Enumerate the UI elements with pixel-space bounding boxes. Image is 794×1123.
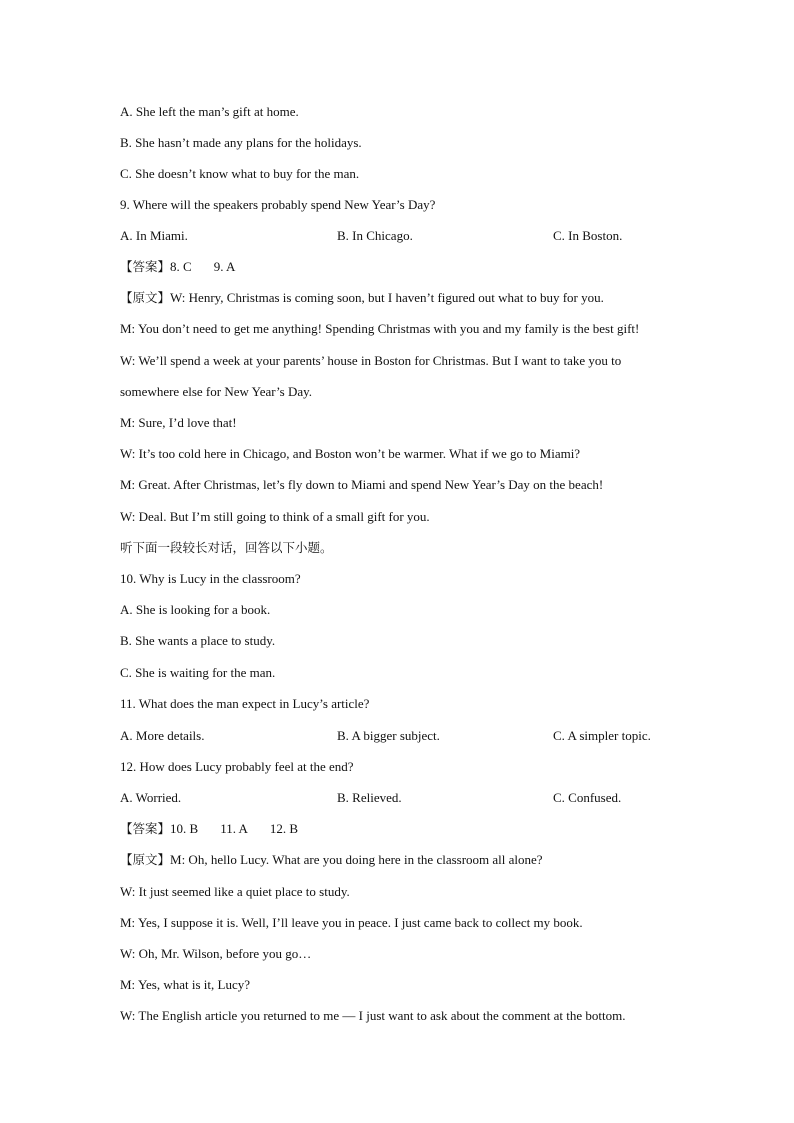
transcript-1-line-0 (120, 290, 604, 306)
q12-option-c: C. Confused. (553, 790, 622, 805)
transcript-tag: 【原文】 (120, 290, 171, 305)
transcript-2-line-5: W: The English article you returned to me — I just want to ask about the comment at the bottom. (120, 1008, 626, 1023)
transcript-2-line-2: M: Yes, I suppose it is. Well, I’ll leave you in peace. I just came back to collect my book. (120, 915, 583, 930)
q10-option-c: C. She is waiting for the man. (120, 665, 276, 680)
transcript-2-line-1: W: It just seemed like a quiet place to study. (120, 884, 350, 899)
q10-option-b: B. She wants a place to study. (120, 633, 276, 648)
q11-option-c: C. A simpler topic. (553, 728, 651, 743)
q11-question: 11. What does the man expect in Lucy’s article? (120, 696, 370, 711)
transcript-1-line-4: M: Sure, I’d love that! (120, 415, 237, 430)
q8-option-b: B. She hasn’t made any plans for the holidays. (120, 135, 362, 150)
transcript-1-line-1: M: You don’t need to get me anything! Spending Christmas with you and my family is the best gift! (120, 321, 640, 336)
q9-option-c: C. In Boston. (553, 228, 623, 243)
transcript-tag: 【原文】 (120, 852, 171, 867)
q9-option-b: B. In Chicago. (337, 228, 413, 243)
q8-option-c: C. She doesn’t know what to buy for the man. (120, 166, 360, 181)
transcript-1-line-5: W: It’s too cold here in Chicago, and Boston won’t be warmer. What if we go to Miami? (120, 446, 581, 461)
transcript-2-line-0 (120, 852, 543, 868)
q9-question: 9. Where will the speakers probably spend New Year’s Day? (120, 197, 436, 212)
q12-option-b: B. Relieved. (337, 790, 402, 805)
transcript-text: W: Henry, Christmas is coming soon, but I haven’t figured out what to buy for you. (170, 290, 604, 305)
answer-block-2 (120, 821, 298, 837)
answer-block-1 (120, 259, 235, 275)
transcript-2-line-3: W: Oh, Mr. Wilson, before you go… (120, 946, 312, 961)
transcript-1-line-3: somewhere else for New Year’s Day. (120, 384, 313, 399)
q12-question: 12. How does Lucy probably feel at the end? (120, 759, 354, 774)
q10-option-a: A. She is looking for a book. (120, 602, 271, 617)
answer-12: 12. B (269, 821, 299, 836)
transcript-1-line-2: W: We’ll spend a week at your parents’ house in Boston for Christmas. But I want to take you to (120, 353, 622, 368)
q11-option-a: A. More details. (120, 728, 205, 743)
transcript-text: M: Oh, hello Lucy. What are you doing here in the classroom all alone? (170, 852, 543, 867)
q11-option-b: B. A bigger subject. (337, 728, 440, 743)
transcript-1-line-6: M: Great. After Christmas, let’s fly down to Miami and spend New Year’s Day on the beach! (120, 477, 604, 492)
transcript-1-line-7: W: Deal. But I’m still going to think of a small gift for you. (120, 509, 430, 524)
section-instruction: 听下面一段较长对话，回答以下小题。 (120, 540, 333, 555)
answer-11: 11. A (220, 821, 248, 836)
answer-tag: 【答案】 (120, 821, 171, 836)
q12-option-a: A. Worried. (120, 790, 182, 805)
answer-tag: 【答案】 (120, 259, 171, 274)
answer-10: 10. B (170, 821, 199, 836)
q8-option-a: A. She left the man’s gift at home. (120, 104, 299, 119)
q9-option-a: A. In Miami. (120, 228, 188, 243)
q10-question: 10. Why is Lucy in the classroom? (120, 571, 301, 586)
transcript-2-line-4: M: Yes, what is it, Lucy? (120, 977, 250, 992)
answer-9: 9. A (213, 259, 236, 274)
answer-8: 8. C (170, 259, 192, 274)
